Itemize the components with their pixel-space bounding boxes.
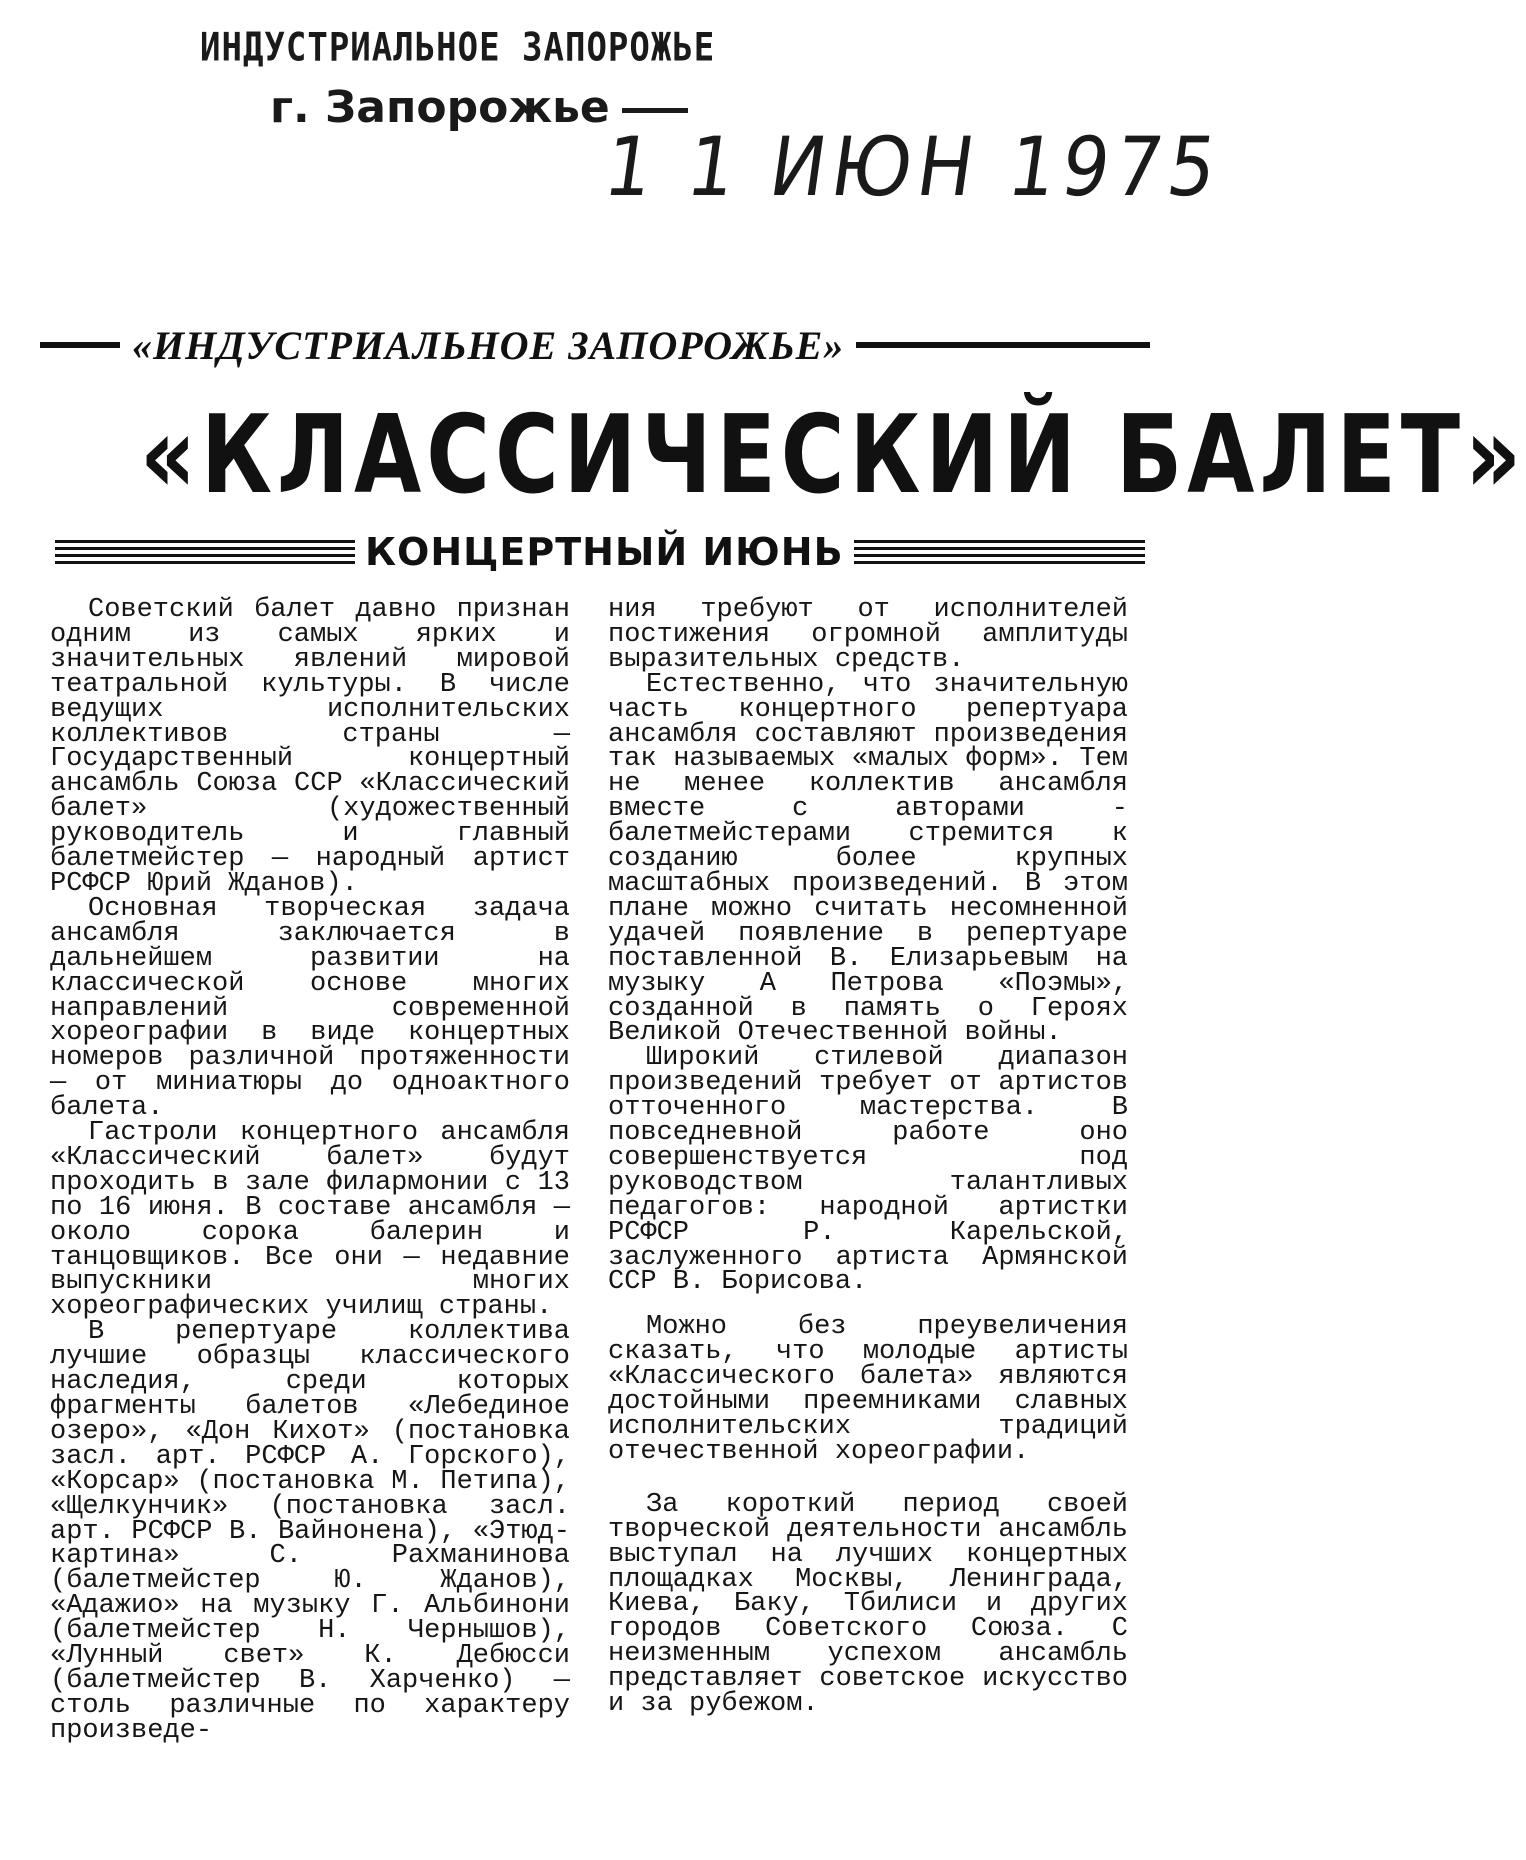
- article-subheading: [55, 527, 1145, 577]
- paragraph: В репертуаре коллектива лучшие образцы классического наследия, среди которых фрагменты балетов «Лебединое озеро», «Дон Кихот» (постановка засл. арт. РСФСР А. Горского), «Корсар» (постановка М. Петипа), «Щелкунчик» (постановка засл. арт. РСФСР В. Вайнонена), «Этюд-картина» С. Рахманинова (балетмейстер Ю. Жданов), «Адажио» на музыку Г. Альбинони (балетмейстер Н. Чернышов), «Лунный свет» К. Дебюсси (балетмейстер В. Харченко) — столь различные по характеру произведе-: [50, 1317, 570, 1746]
- subhead-title: КОНЦЕРТНЫЙ ИЮНЬ: [365, 530, 844, 574]
- stamp-date: 1 1 ИЮН 1975: [598, 120, 1228, 215]
- paragraph: Советский балет давно признан одним из самых ярких и значительных явлений мировой театральной культуры. В числе ведущих исполнительских коллективов страны — Государственный концертный ансамбль Союза ССР «Классический балет» (художественный руководитель и главный балетмейстер — народный артист РСФСР Юрий Жданов).: [50, 595, 570, 899]
- archive-stamp: [0, 0, 1228, 260]
- paragraph: Естественно, что значительную часть концертного репертуара ансамбля составляют произведения так называемых «малых форм». Тем не менее коллектив ансамбля вместе с авторами - балетмейстерами стремится к созданию более крупных масштабных произведений. В этом плане можно считать несомненной удачей появление в репертуаре поставленной В. Елизарьевым на музыку А Петрова «Поэмы», созданной в память о Героях Великой Отечественной войны.: [608, 669, 1128, 1049]
- stamp-newspaper-name: ИНДУСТРИАЛЬНОЕ ЗАПОРОЖЬЕ: [200, 25, 716, 71]
- article-column-left: [50, 595, 570, 1746]
- banner-rule-right: [856, 342, 1150, 348]
- banner-rule-left: [40, 342, 120, 348]
- subhead-rules-right: [854, 540, 1145, 564]
- paragraph: Гастроли концертного ансамбля «Классический балет» будут проходить в зале филармонии с 13 по 16 июня. В составе ансамбля — около сорока балерин и танцовщиков. Все они — недавние выпускники многих хореографических училищ страны.: [50, 1118, 570, 1323]
- article-headline: «КЛАССИЧЕСКИЙ БАЛЕТ»: [139, 392, 1526, 518]
- paragraph: Широкий стилевой диапазон произведений требует от артистов отточенного мастерства. В повседневной работе оно совершенствуется под руководством талантливых педагогов: народной артистки РСФСР Р. Карельской, заслуженного артиста Армянской ССР В. Борисова.: [608, 1043, 1128, 1298]
- paragraph: За короткий период своей творческой деятельности ансамбль выступал на лучших концертных площадках Москвы, Ленинграда, Киева, Баку, Тбилиси и других городов Советского Союза. С неизменным успехом ансамбль представляет советское искусство и за рубежом.: [608, 1489, 1128, 1720]
- paragraph: Можно без преувеличения сказать, что молодые артисты «Классического балета» являются достойными преемниками славных исполнительских традиций отечественной хореографии.: [608, 1312, 1128, 1467]
- banner-title: «ИНДУСТРИАЛЬНОЕ ЗАПОРОЖЬЕ»: [132, 322, 845, 368]
- newspaper-banner: [40, 315, 1150, 375]
- stamp-city: г. Запорожье: [270, 82, 610, 133]
- paragraph: ния требуют от исполнителей постижения огромной амплитуды выразительных средств.: [608, 595, 1128, 675]
- paragraph: Основная творческая задача ансамбля заключается в дальнейшем развитии на классической основе многих направлений современной хореографии в виде концертных номеров различной протяженности — от миниатюры до одноактного балета.: [50, 893, 570, 1124]
- article-column-right: [608, 595, 1128, 1720]
- subhead-rules-left: [55, 540, 355, 564]
- stamp-dash: [622, 108, 688, 113]
